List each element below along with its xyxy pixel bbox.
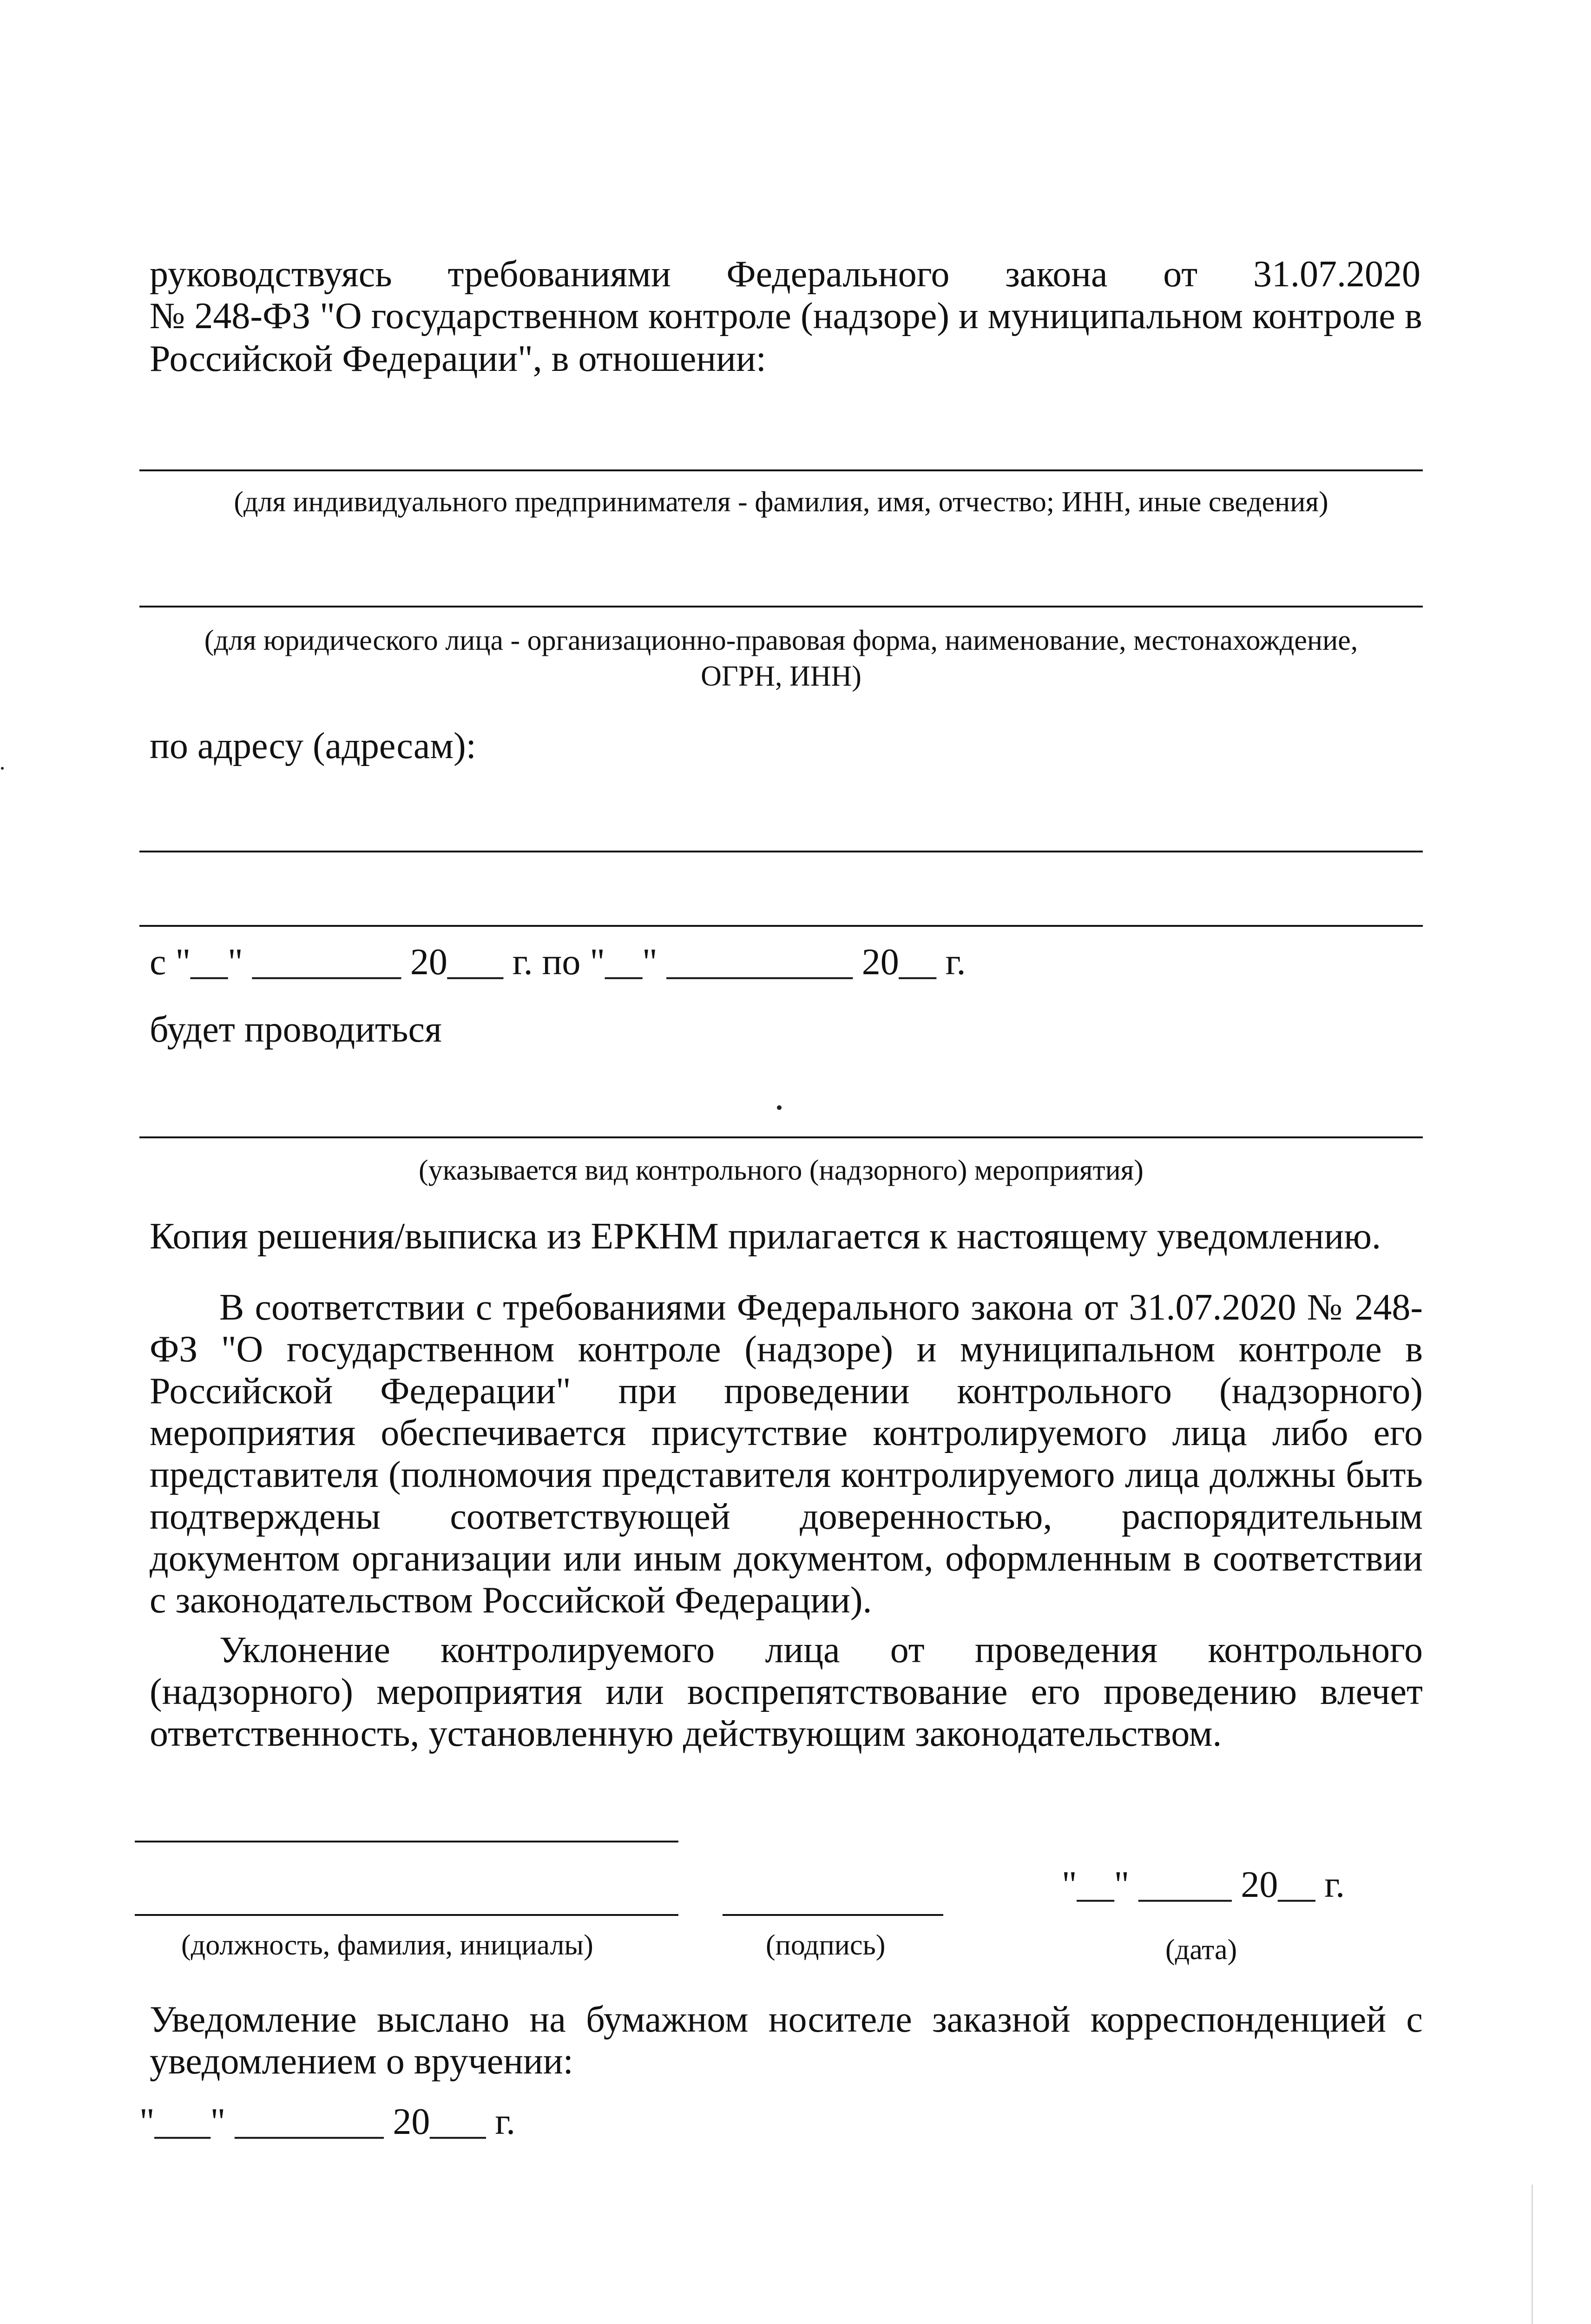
intro-line-2: № 248-ФЗ "О государственном контроле (надзоре) и муниципальном контроле в bbox=[150, 296, 1422, 337]
position-line-upper bbox=[135, 1841, 678, 1842]
sent-note-word: Уведомление bbox=[150, 1999, 357, 2040]
date-to-suffix: г. bbox=[945, 942, 966, 983]
copy-note: Копия решения/выписка из ЕРКНМ прилагается к настоящему уведомлению. bbox=[150, 1216, 1381, 1257]
scan-speck bbox=[1, 767, 4, 770]
intro-word: от bbox=[1163, 254, 1198, 295]
scan-edge-artifact bbox=[1532, 2185, 1533, 2324]
sent-note-word: заказной bbox=[932, 1999, 1071, 2040]
intro-line-1 bbox=[150, 251, 1420, 297]
date-from-suffix: г. по " bbox=[512, 942, 605, 983]
intro-word: закона bbox=[1005, 254, 1108, 295]
individual-field-caption: (для индивидуального предпринимателя - фамилия, имя, отчество; ИНН, иные сведения) bbox=[234, 486, 1328, 518]
sent-note-word: бумажном bbox=[586, 1999, 749, 2040]
date-from-month-blank: ________ bbox=[252, 942, 401, 983]
address-line-2 bbox=[139, 925, 1423, 927]
sent-note-word: с bbox=[1406, 1999, 1423, 2040]
intro-line-3: Российской Федерации", в отношении: bbox=[150, 338, 766, 379]
individual-field-line bbox=[139, 469, 1423, 471]
event-type-field-line bbox=[139, 1136, 1423, 1138]
date-to-year-blank: __ bbox=[899, 942, 936, 983]
intro-word: руководствуясь bbox=[150, 254, 392, 295]
signature-line bbox=[723, 1914, 943, 1916]
intro-word: Федерального bbox=[726, 254, 950, 295]
sent-note-word: на bbox=[529, 1999, 566, 2040]
date-from-prefix: с " bbox=[150, 942, 191, 983]
position-caption: (должность, фамилия, инициалы) bbox=[181, 1929, 593, 1961]
legal-entity-caption-line-2: ОГРН, ИНН) bbox=[701, 660, 861, 692]
intro-word: 31.07.2020 bbox=[1253, 254, 1420, 295]
presence-requirement-paragraph: В соответствии с требованиями Федерального закона от 31.07.2020 № 248-ФЗ "О государственном контроле (надзоре) и муниципальном контроле в Российской Федерации" при проведении контрольного (надзорного) мероприятия обеспечивается присутствие контролируемого лица либо его представителя (полномочия представителя контролируемого лица должны быть подтверждены соответствующей доверенностью, распорядительным документом организации или иным документом, оформленным в соответствии с законодательством Российской Федерации). bbox=[150, 1287, 1423, 1621]
scan-speck bbox=[777, 1105, 782, 1110]
date-caption: (дата) bbox=[1165, 1934, 1237, 1966]
position-line-lower bbox=[135, 1914, 678, 1916]
sent-note-word: корреспонденцией bbox=[1090, 1999, 1387, 2040]
date-from-year-blank: ___ bbox=[447, 942, 503, 983]
sent-note-word: носителе bbox=[768, 1999, 912, 2040]
will-be-held-label: будет проводиться bbox=[150, 1009, 442, 1050]
date-to-quote: " bbox=[642, 942, 657, 983]
sent-note-line-1 bbox=[150, 1996, 1423, 2043]
date-to-day-blank: __ bbox=[605, 942, 643, 983]
signature-caption: (подпись) bbox=[766, 1929, 886, 1961]
date-from-quote: " bbox=[228, 942, 243, 983]
legal-entity-field-line bbox=[139, 606, 1423, 607]
legal-entity-caption-line-1: (для юридического лица - организационно-правовая форма, наименование, местонахождение, bbox=[204, 625, 1358, 656]
date-from-day-blank: __ bbox=[191, 942, 228, 983]
sent-note-word: выслано bbox=[377, 1999, 510, 2040]
address-line-1 bbox=[139, 851, 1423, 852]
liability-paragraph: Уклонение контролируемого лица от проведения контрольного (надзорного) мероприятия или воспрепятствование его проведению влечет ответственность, установленную действующим законодательством. bbox=[150, 1630, 1423, 1754]
address-label: по адресу (адресам): bbox=[150, 726, 476, 766]
signature-date: "__" _____ 20__ г. bbox=[1062, 1864, 1345, 1905]
sent-note-line-2: уведомлением о вручении: bbox=[150, 2041, 573, 2082]
date-range-line bbox=[150, 939, 966, 985]
date-from-year-prefix: 20 bbox=[410, 942, 447, 983]
date-to-year-prefix: 20 bbox=[861, 942, 899, 983]
intro-word: требованиями bbox=[447, 254, 671, 295]
date-to-month-blank: __________ bbox=[666, 942, 853, 983]
event-type-caption: (указывается вид контрольного (надзорного) мероприятия) bbox=[419, 1155, 1144, 1186]
sent-date: "___" ________ 20___ г. bbox=[139, 2101, 516, 2142]
